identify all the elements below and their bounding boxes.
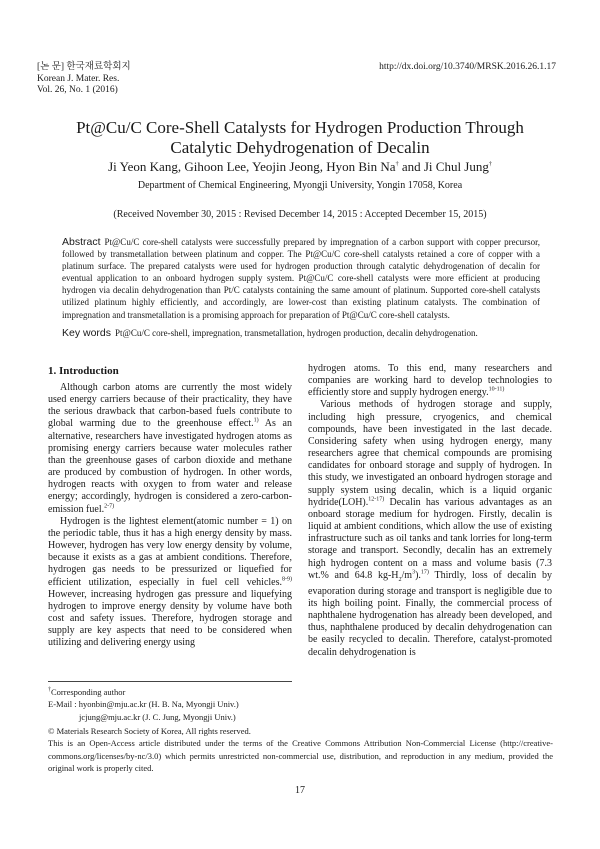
email-line: E-Mail : hyonbin@mju.ac.kr (H. B. Na, Myongji Univ.) — [48, 699, 239, 710]
paper-title — [0, 118, 600, 158]
keywords-text: Pt@Cu/C core-shell, impregnation, transmetallation, hydrogen production, decalin dehydrogenation. — [115, 328, 478, 338]
dagger-mark: † — [395, 161, 399, 168]
footnote-divider — [48, 681, 292, 682]
citation: 8-9) — [282, 576, 292, 583]
email-line: jcjung@mju.ac.kr (J. C. Jung, Myongji Univ.) — [79, 711, 236, 722]
text: Corresponding author — [51, 687, 126, 697]
citation: 17) — [420, 569, 429, 576]
title-line-1: Pt@Cu/C Core-Shell Catalysts for Hydrogen Production Through — [76, 118, 524, 137]
text: Decalin has various advantages as an onboard storage medium for hydrogen. Firstly, decalin is liquid at ambient conditions, which allow the use of existing infrastructure such as oil tanks and tank lorries for long-term storage and transport. Secondly, decalin has an extremely high hydrogen content on a mass and volume basis (7.3 wt.% and 64.8 kg-H — [308, 496, 552, 581]
text: Various methods of hydrogen storage and supply, including high pressure, cryogenics, and chemical compounds, have been investigated in the last decade. Considering safety when using hydrogen energy, many researchers agree that chemical compounds are promising candidates for onboard storage and supply of hydrogen. In this study, we investigated an onboard hydrogen storage and supply system using decalin, which is a liquid organic hydride(LOH). — [308, 399, 552, 508]
journal-header — [37, 62, 131, 97]
text: However, increasing hydrogen gas pressure and liquefying hydrogen to improve energy density by volume have both cost and safety issues. Therefore, hydrogen storage and supply are key aspects that need to be considered when utilizing and delivering energy using — [48, 588, 292, 649]
keywords-label: Key words — [62, 327, 112, 339]
right-column — [308, 363, 552, 659]
dagger-mark: † — [488, 161, 492, 168]
journal-volume: Vol. 26, No. 1 (2016) — [37, 85, 118, 95]
doi-link[interactable]: http://dx.doi.org/10.3740/MRSK.2016.26.1.17 — [379, 62, 556, 72]
page-number: 17 — [295, 785, 305, 796]
paragraph — [48, 382, 292, 516]
license-text: This is an Open-Access article distributed under the terms of the Creative Commons Attribution Non-Commercial License (http://creative-commons.org/licenses/by-nc/3.0) which permits unrestricted non-commercial use, distribution, and reproduction in any medium, provided the original work is properly cited. — [48, 738, 553, 774]
paragraph — [308, 363, 552, 399]
text: As an alternative, researchers have investigated hydrogen atoms as promising energy carriers because water molecules rather than the greenhouse gases of carbon dioxide and methane are produced by combustion of hydrogen. In other words, hydrogen reacts with oxygen to from water and release energy; accordingly, hydrogen is considered a zero-carbon-emission fuel. — [48, 418, 292, 515]
text: /m — [401, 569, 413, 581]
abstract-label: Abstract — [62, 236, 101, 248]
text: Hydrogen is the lightest element(atomic number = 1) on the periodic table, thus it has a high energy density by mass. However, hydrogen has very low energy density by volume, because it exists as a gas at ambient conditions. Therefore, hydrogen gas needs to be pressurized or liquefied for efficient utilization, especially in fuel cell vehicles. — [48, 515, 292, 588]
journal-english-name: Korean J. Mater. Res. — [37, 73, 120, 84]
copyright-line: © Materials Research Society of Korea, All rights reserved. — [48, 726, 251, 736]
text: Thirdly, loss of decalin by evaporation during storage and transport is negligible due to its high boiling point. Finally, the commercial process of naphthalene hydrogenation has already been developed, and thus, naphthalene produced by decalin dehydrogenation can be easily recycled to decalin. Therefore, catalyst-promoted decalin dehydrogenation is — [308, 569, 552, 658]
author-list — [0, 159, 600, 175]
citation: 12-17) — [368, 496, 385, 503]
paragraph — [308, 399, 552, 658]
text: Although carbon atoms are currently the most widely used energy carriers because of their practicality, they have the serious drawback that carbon-based fuels contribute to global warming due to the greenhouse effect. — [48, 382, 292, 430]
keywords — [62, 327, 540, 339]
author-names-a: Ji Yeon Kang, Gihoon Lee, Yeojin Jeong, Hyon Bin Na — [108, 159, 396, 174]
text: ). — [415, 569, 421, 581]
subscript: 2 — [398, 576, 402, 583]
author-names-b: and Ji Chul Jung — [398, 159, 489, 174]
copyright-notice — [48, 725, 553, 775]
journal-korean-name: [논 문] 한국재료학회지 — [37, 62, 131, 72]
abstract — [62, 236, 540, 321]
abstract-text: Pt@Cu/C core-shell catalysts were successfully prepared by impregnation of a carbon support with copper precursor, followed by transmetallation between platinum and copper. The Pt@Cu/C core-shell catalysts retained a core of copper with a platinum surface. The prepared catalysts were used for hydrogen production through catalytic dehydrogenation of decalin for eventual application to an onboard hydrogen supply system. Pt@Cu/C core-shell catalysts were more efficient at producing hydrogen via decalin dehydrogenation than Pt/C catalysts containing the same amount of platinum. Supported core-shell catalysts utilized platinum highly efficiently, and accordingly, are lower-cost than existing platinum catalysts. The combination of impregnation and transmetallation is a promising approach for preparation of Pt@Cu/C core-shell catalysts. — [62, 237, 540, 320]
citation: 1) — [253, 418, 259, 425]
section-heading: 1. Introduction — [48, 365, 119, 377]
corresponding-author — [48, 686, 239, 698]
dagger-mark: † — [48, 687, 51, 694]
affiliation: Department of Chemical Engineering, Myongji University, Yongin 17058, Korea — [137, 180, 463, 191]
citation: 10-11) — [488, 386, 505, 393]
paragraph — [48, 516, 292, 650]
left-column — [48, 382, 292, 649]
footnote — [48, 686, 239, 723]
text: hydrogen atoms. To this end, many researchers and companies are working hard to develop technologies to efficiently store and supply hydrogen energy. — [308, 363, 552, 399]
superscript: 3 — [412, 569, 416, 576]
received-dates: (Received November 30, 2015 : Revised December 14, 2015 : Accepted December 15, 2015) — [113, 209, 487, 220]
title-line-2: Catalytic Dehydrogenation of Decalin — [170, 138, 430, 157]
citation: 2-7) — [104, 503, 115, 510]
